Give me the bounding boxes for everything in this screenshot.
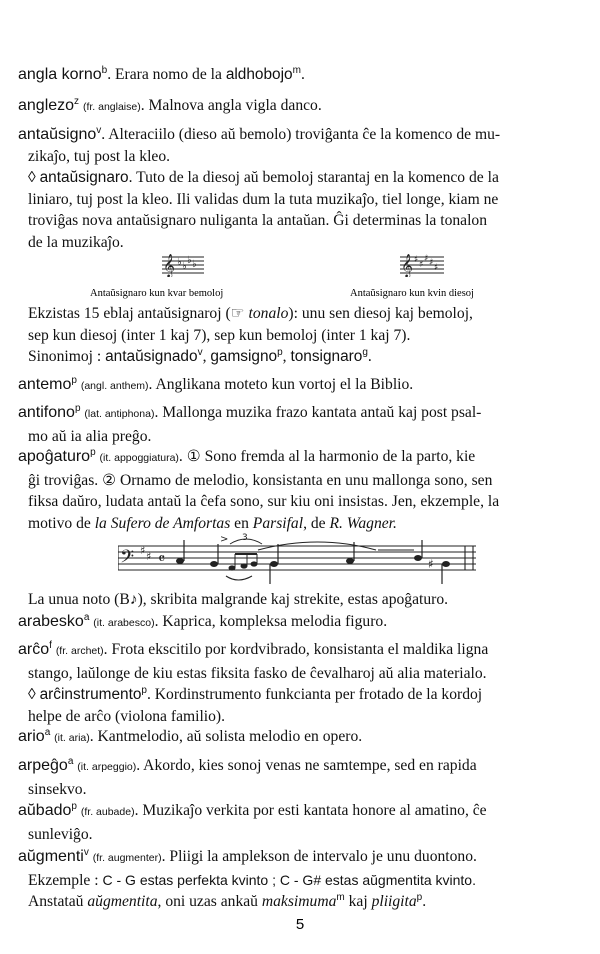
headword	[18, 757, 73, 774]
entry-apogaturo	[18, 446, 582, 534]
definition-line: ): unu sen diesoj kaj bemoloj,	[288, 305, 473, 322]
parsifal-motif-score-icon	[118, 532, 476, 590]
headword-sup: a	[83, 612, 90, 623]
synonyms-label: Sinonimoj :	[28, 348, 106, 366]
svg-text:♭: ♭	[192, 259, 197, 270]
entry-angla-korno	[18, 64, 582, 86]
definition-line: . Frota ekscitilo por kordvibrado, konsistanta el maldika ligna	[103, 641, 489, 658]
svg-text:♯: ♯	[434, 263, 439, 273]
definition-line: . ① Sono fremda al la harmonio de la parto, kie	[178, 448, 476, 465]
headword-sup: a	[67, 756, 74, 767]
caption-left: Antaŭsignaro kun kvar bemoloj	[90, 288, 224, 299]
svg-text:♯: ♯	[140, 544, 146, 557]
headword-sup: p	[74, 403, 81, 414]
headword	[18, 376, 77, 393]
svg-text:♭: ♭	[182, 261, 187, 272]
page-number: 5	[295, 916, 305, 933]
headword	[18, 404, 81, 421]
definition-line: . Akordo, kies sonoj venas ne samtempe, sed en rapida	[136, 757, 477, 774]
etymology: (fr. archet)	[55, 645, 104, 657]
staff-five-sharps-icon	[400, 253, 444, 277]
example-text: C - G estas perfekta kvinto ; C - G# estas aŭgmentita kvinto.	[102, 871, 476, 888]
etymology: (it. arabesco)	[93, 617, 155, 629]
sub-headword: arĉinstrumento	[39, 686, 142, 704]
definition-line: stango, laŭlonge de kiu estas fiksita fasko de ĉevalharoj aŭ alia materialo.	[28, 664, 487, 682]
headword-text: apoĝaturo	[18, 448, 91, 465]
entry-arpego	[18, 755, 582, 800]
svg-text:♯: ♯	[414, 255, 419, 265]
headword-sup: v	[96, 125, 102, 136]
definition-line: , oni uzas ankaŭ	[157, 893, 262, 911]
term-sup: p	[416, 892, 423, 904]
definition-line: . Mallonga muzika frazo kantata antaŭ kaj post psal-	[154, 404, 482, 421]
entry-aubado	[18, 800, 582, 845]
headword-text: antemo	[18, 376, 72, 393]
headword-text: angla korno	[18, 66, 102, 83]
svg-text:𝄞: 𝄞	[163, 253, 175, 277]
definition-line: . Alteraciilo (dieso aŭ bemolo) troviĝanta ĉe la komenco de mu-	[101, 126, 501, 143]
svg-text:𝄞: 𝄞	[401, 253, 413, 277]
definition-line: . Muzikaĵo verkita por esti kantata honore al amatino, ĉe	[134, 802, 487, 819]
definition: . Kaprica, kompleksa melodia figuro.	[154, 613, 388, 630]
definition: . Kantmelodio, aŭ solista melodio en opero.	[89, 728, 363, 745]
svg-text:♯: ♯	[429, 258, 434, 268]
work-title: la Sufero de Amfortas	[94, 514, 231, 532]
synonym: tonsignaro	[290, 348, 363, 366]
term: pliigita	[371, 893, 417, 911]
definition-line: ĝi troviĝas. ② Ornamo de melodio, konsistanta en unu mallonga sono, sen	[28, 471, 493, 489]
svg-text:♯: ♯	[428, 557, 434, 571]
entry-anglezo	[18, 95, 582, 119]
headword-sup: a	[44, 727, 51, 738]
etymology: (fr. augmenter)	[92, 852, 162, 864]
headword-sup: p	[71, 375, 77, 386]
etymology: (fr. anglaise)	[82, 101, 141, 113]
definition-line: sep kun diesoj (inter 1 kaj 7), sep kun bemoloj (inter 1 kaj 7).	[28, 326, 411, 344]
definition-line: mo aŭ ia alia preĝo.	[28, 427, 152, 445]
entry-augmenti	[18, 846, 582, 913]
definition-line: kaj	[344, 893, 372, 911]
sub-headword-sup: p	[141, 685, 147, 697]
synonym-sup: p	[277, 347, 283, 359]
definition-line: motivo de	[28, 514, 95, 532]
svg-text:♯: ♯	[419, 260, 424, 270]
etymology: (angl. anthem)	[80, 380, 149, 392]
opera-title: Parsifal	[252, 514, 304, 532]
definition-line: , de	[303, 514, 330, 532]
headword-text: arĉo	[18, 641, 50, 658]
definition-line: helpe de arĉo (violona familio).	[28, 707, 226, 725]
headword-text: antifono	[18, 404, 75, 421]
sub-marker: ◊	[28, 686, 40, 704]
cross-ref: aldhobojo	[225, 66, 293, 83]
entry-arco	[18, 639, 582, 727]
definition: . Erara nomo de la	[107, 66, 226, 83]
synonym-sup: g	[362, 347, 368, 359]
headword	[18, 802, 77, 819]
svg-text:3: 3	[242, 533, 248, 543]
definition: . Anglikana moteto kun vortoj el la Biblio.	[148, 376, 414, 393]
definition-line: Anstataŭ	[28, 893, 88, 911]
caption-right: Antaŭsignaro kun kvin diesoj	[350, 288, 474, 299]
term-sup: m	[336, 892, 345, 904]
definition-end: .	[300, 66, 305, 83]
composer: R. Wagner.	[329, 514, 397, 532]
headword-sup: p	[90, 447, 96, 458]
svg-text:♯: ♯	[146, 550, 152, 563]
synonym: gamsigno	[210, 348, 278, 366]
example-label: Ekzemple :	[28, 871, 103, 889]
headword-text: antaŭsigno	[18, 126, 97, 143]
staff-four-flats-icon	[162, 253, 204, 277]
etymology: (fr. aubade)	[80, 806, 135, 818]
definition-line: . Tuto de la diesoj aŭ bemoloj starantaj en la komenco de la	[128, 169, 499, 187]
definition-line: de la muzikaĵo.	[28, 233, 124, 251]
etymology: (it. appoggiatura)	[99, 452, 179, 464]
headword	[18, 126, 101, 143]
headword-text: ario	[18, 728, 45, 745]
headword-text: anglezo	[18, 97, 75, 114]
definition-line: . Pliigi la amplekson de intervalo je unu duontono.	[161, 848, 477, 865]
sub-marker: ◊	[28, 169, 40, 187]
headword-text: arabesko	[18, 613, 84, 630]
term: maksimuma	[261, 893, 337, 911]
headword	[18, 728, 50, 745]
definition: . Malnova angla vigla danco.	[140, 97, 322, 114]
headword-sup: v	[83, 847, 89, 858]
headword	[18, 848, 89, 865]
term: aŭgmentita	[87, 893, 158, 911]
svg-text:𝄢: 𝄢	[120, 547, 135, 572]
entry-arabesko	[18, 611, 582, 635]
definition-line: en	[230, 514, 253, 532]
synonym: antaŭsignado	[105, 348, 198, 366]
entry-antemo	[18, 374, 582, 398]
synonym-sup: v	[197, 347, 203, 359]
definition-line: fiksa daŭro, ludata antaŭ la ĉefa sono, sur kiu oni insistas. Jen, ekzemple, la	[28, 493, 500, 511]
pointer-icon: ☞	[230, 305, 245, 322]
headword-sup: f	[49, 640, 52, 651]
headword	[18, 613, 89, 630]
sub-headword: antaŭsignaro	[39, 169, 129, 187]
svg-text:♭: ♭	[187, 255, 192, 266]
cross-ref-sup: m	[292, 65, 301, 76]
etymology: (lat. antiphona)	[84, 408, 155, 420]
definition-line: sunleviĝo.	[28, 825, 93, 843]
headword	[18, 97, 79, 114]
definition-line: troviĝas nova antaŭsignaro nuliganta la antaŭan. Ĝi determinas la tonalon	[28, 212, 488, 230]
etymology: (it. arpeggio)	[77, 761, 137, 773]
svg-text:>: >	[220, 534, 229, 545]
svg-text:♯: ♯	[424, 254, 429, 264]
etymology: (it. aria)	[54, 732, 90, 744]
svg-text:♭: ♭	[177, 257, 182, 268]
headword-text: arpeĝo	[18, 757, 68, 774]
cross-ref: tonalo	[244, 305, 289, 322]
headword	[18, 66, 107, 83]
headword-text: aŭgmenti	[18, 848, 84, 865]
definition-line: .	[422, 893, 427, 911]
entry-antausigno-cont: Ekzistas 15 eblaj antaŭsignaroj (☞ tonalo): unu sen diesoj kaj bemoloj, sep kun diesoj (inter 1 kaj 7), sep kun bemoloj (inter 1 kaj 7). Sinonimoj : antaŭsignado$^v$, gamsigno$^p$, tonsignaro$^g$.	[18, 303, 582, 368]
svg-text:𝄴: 𝄴	[158, 549, 166, 568]
entry-antifono	[18, 402, 582, 447]
entry-antausigno	[18, 124, 582, 254]
headword-sup: p	[71, 801, 77, 812]
definition-line: . Kordinstrumento funkcianta per frotado de la kordoj	[146, 686, 483, 704]
entry-apogaturo-after	[18, 589, 582, 611]
headword	[18, 641, 52, 658]
headword	[18, 448, 96, 465]
definition-line: La unua noto (B♪), skribita malgrande kaj strekite, estas apoĝaturo.	[28, 591, 449, 608]
definition-line: Ekzistas 15 eblaj antaŭsignaroj (	[28, 305, 231, 322]
entry-ario	[18, 726, 582, 750]
headword-text: aŭbado	[18, 802, 72, 819]
headword-sup: z	[74, 96, 80, 107]
headword-sup: b	[101, 65, 108, 76]
definition-line: sinsekvo.	[28, 780, 87, 798]
definition-line: liniaro, tuj post la kleo. Ili validas dum la tuta muzikaĵo, tiel longe, kiam ne	[28, 190, 499, 208]
definition-line: zikaĵo, tuj post la kleo.	[28, 147, 171, 165]
